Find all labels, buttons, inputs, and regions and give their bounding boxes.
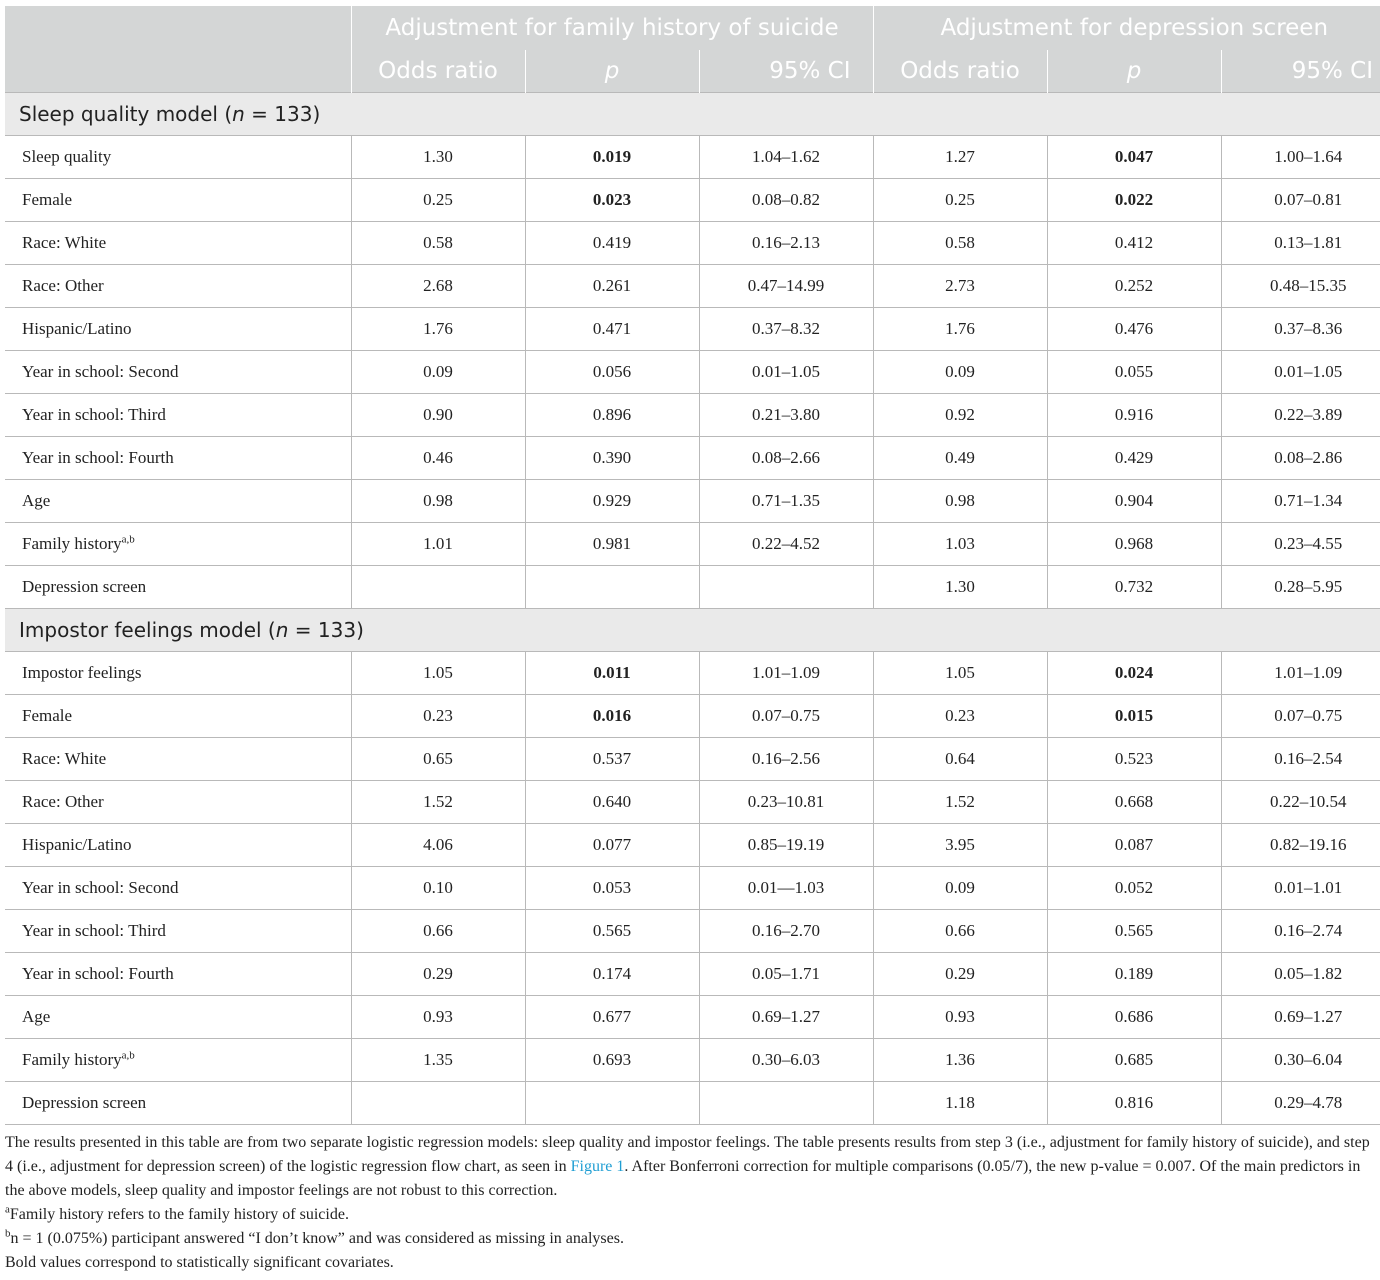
col-header-odds-ratio: Odds ratio [873, 50, 1047, 93]
row-label [5, 351, 351, 394]
table-cell: 0.49 [873, 437, 1047, 480]
row-label [5, 652, 351, 695]
row-label [5, 265, 351, 308]
table-cell: 0.58 [351, 222, 525, 265]
table-cell: 0.69–1.27 [1221, 996, 1380, 1039]
row-label-text: Race: White [22, 233, 107, 252]
footnote-b-text: n = 1 (0.075%) participant answered “I don’t know” and was considered as missing in analyses. [10, 1230, 624, 1247]
row-label-text: Sleep quality [22, 147, 112, 166]
table-cell: 0.13–1.81 [1221, 222, 1380, 265]
row-label [5, 910, 351, 953]
row-label-text: Female [22, 190, 73, 209]
table-cell: 0.93 [351, 996, 525, 1039]
table-row [5, 136, 1380, 179]
table-cell: 0.30–6.04 [1221, 1039, 1380, 1082]
table-cell: 0.64 [873, 738, 1047, 781]
table-row [5, 781, 1380, 824]
footnote-main-text-end: . After Bonferroni correction for multiple comparisons (0.05/7), the new p-value = 0.007. Of the main predictors in the above models, sleep quality and impostor feelings are not robust to this correction. [5, 1158, 1361, 1199]
row-label-text: Family history [22, 534, 122, 553]
table-cell: 0.816 [1047, 1082, 1221, 1125]
table-cell: 0.92 [873, 394, 1047, 437]
table-cell: 0.22–4.52 [699, 523, 873, 566]
table-cell: 0.09 [873, 351, 1047, 394]
table-cell: 0.019 [525, 136, 699, 179]
table-cell [699, 566, 873, 609]
table-cell: 0.640 [525, 781, 699, 824]
table-cell: 0.476 [1047, 308, 1221, 351]
table-cell: 0.968 [1047, 523, 1221, 566]
table-cell: 0.693 [525, 1039, 699, 1082]
row-label [5, 953, 351, 996]
table-cell: 0.46 [351, 437, 525, 480]
row-label-text: Hispanic/Latino [22, 319, 132, 338]
section-title-prefix: Impostor feelings model ( [19, 618, 276, 642]
row-label-text: Year in school: Third [22, 921, 166, 940]
section-title-n: n [275, 618, 289, 642]
table-cell: 0.28–5.95 [1221, 566, 1380, 609]
col-header-p: p [525, 50, 699, 93]
row-label [5, 308, 351, 351]
table-row [5, 1039, 1380, 1082]
row-label-text: Depression screen [22, 1093, 147, 1112]
table-row [5, 222, 1380, 265]
table-cell: 0.71–1.35 [699, 480, 873, 523]
header-row-groups [5, 6, 1380, 50]
table-cell: 0.85–19.19 [699, 824, 873, 867]
header-blank-cell [5, 50, 351, 93]
footnote-main-text: The results presented in this table are from two separate logistic regression models: sleep quality and impostor feelings. The table presents results from step 3 (i.e., adjustment for family history of suicide), and step 4 (i.e., adjustment for depression screen) of the logistic regression flow chart, as seen in [5, 1134, 1370, 1175]
table-row [5, 523, 1380, 566]
table-footnotes [5, 1131, 1373, 1275]
table-cell: 1.52 [873, 781, 1047, 824]
table-cell: 0.16–2.13 [699, 222, 873, 265]
table-row [5, 265, 1380, 308]
row-label [5, 1039, 351, 1082]
row-label [5, 695, 351, 738]
table-cell: 0.896 [525, 394, 699, 437]
row-label [5, 437, 351, 480]
row-label [5, 738, 351, 781]
table-row [5, 308, 1380, 351]
table-cell: 0.10 [351, 867, 525, 910]
table-cell: 0.47–14.99 [699, 265, 873, 308]
table-row [5, 738, 1380, 781]
header-blank-cell [5, 6, 351, 50]
table-cell [351, 1082, 525, 1125]
table-cell: 0.08–2.66 [699, 437, 873, 480]
row-label-text: Family history [22, 1050, 122, 1069]
row-label [5, 781, 351, 824]
table-cell: 1.00–1.64 [1221, 136, 1380, 179]
table-cell: 0.90 [351, 394, 525, 437]
row-label [5, 523, 351, 566]
table-cell [351, 566, 525, 609]
table-cell: 0.48–15.35 [1221, 265, 1380, 308]
row-label-text: Race: Other [22, 276, 104, 295]
table-cell: 0.015 [1047, 695, 1221, 738]
section-row [5, 609, 1380, 652]
table-cell: 0.523 [1047, 738, 1221, 781]
table-cell: 1.76 [351, 308, 525, 351]
row-label [5, 136, 351, 179]
table-cell: 0.047 [1047, 136, 1221, 179]
section-title-suffix: = 133) [244, 102, 321, 126]
row-label-text: Age [22, 491, 51, 510]
table-cell: 3.95 [873, 824, 1047, 867]
table-row [5, 996, 1380, 1039]
table-cell: 0.055 [1047, 351, 1221, 394]
table-cell: 0.419 [525, 222, 699, 265]
footnote-a-text: Family history refers to the family history of suicide. [9, 1206, 349, 1223]
table-cell: 0.022 [1047, 179, 1221, 222]
row-label [5, 867, 351, 910]
table-cell: 0.69–1.27 [699, 996, 873, 1039]
table-cell: 0.07–0.81 [1221, 179, 1380, 222]
table-cell: 0.174 [525, 953, 699, 996]
table-cell: 0.82–19.16 [1221, 824, 1380, 867]
table-cell: 0.71–1.34 [1221, 480, 1380, 523]
section-title [5, 93, 1380, 136]
table-cell: 0.685 [1047, 1039, 1221, 1082]
table-cell: 0.37–8.32 [699, 308, 873, 351]
table-cell: 0.22–10.54 [1221, 781, 1380, 824]
row-label [5, 179, 351, 222]
table-row [5, 566, 1380, 609]
section-row [5, 93, 1380, 136]
figure-1-link[interactable]: Figure 1 [570, 1158, 625, 1175]
table-cell: 1.76 [873, 308, 1047, 351]
table-cell [525, 566, 699, 609]
col-header-p: p [1047, 50, 1221, 93]
table-cell: 0.981 [525, 523, 699, 566]
table-cell: 0.732 [1047, 566, 1221, 609]
table-row [5, 867, 1380, 910]
table-row [5, 480, 1380, 523]
section-title [5, 609, 1380, 652]
section-title-prefix: Sleep quality model ( [19, 102, 233, 126]
table-cell: 0.052 [1047, 867, 1221, 910]
table-cell: 0.66 [351, 910, 525, 953]
footnote-a-mark: a [5, 1203, 10, 1216]
table-row [5, 437, 1380, 480]
table-cell: 1.03 [873, 523, 1047, 566]
table-cell: 0.66 [873, 910, 1047, 953]
row-label-text: Race: Other [22, 792, 104, 811]
table-cell: 0.07–0.75 [1221, 695, 1380, 738]
table-row [5, 1082, 1380, 1125]
table-cell: 1.05 [351, 652, 525, 695]
row-label [5, 996, 351, 1039]
table-cell: 1.36 [873, 1039, 1047, 1082]
table-cell: 1.30 [351, 136, 525, 179]
table-cell: 0.98 [873, 480, 1047, 523]
row-label [5, 566, 351, 609]
table-cell: 0.668 [1047, 781, 1221, 824]
table-row [5, 953, 1380, 996]
row-label-text: Depression screen [22, 577, 147, 596]
col-header-odds-ratio: Odds ratio [351, 50, 525, 93]
table-cell: 0.05–1.82 [1221, 953, 1380, 996]
table-cell: 0.01—1.03 [699, 867, 873, 910]
table-cell: 0.05–1.71 [699, 953, 873, 996]
group-header-depression-screen: Adjustment for depression screen [873, 6, 1380, 50]
row-label-text: Age [22, 1007, 51, 1026]
table-row [5, 695, 1380, 738]
table-cell: 0.29 [873, 953, 1047, 996]
table-row [5, 652, 1380, 695]
table-cell: 0.29–4.78 [1221, 1082, 1380, 1125]
table-cell: 0.09 [873, 867, 1047, 910]
table-cell: 0.23 [351, 695, 525, 738]
row-label-text: Year in school: Third [22, 405, 166, 424]
table-cell: 0.056 [525, 351, 699, 394]
table-cell: 0.22–3.89 [1221, 394, 1380, 437]
footnote-a [5, 1203, 1373, 1227]
results-table [5, 6, 1380, 1125]
table-cell: 1.52 [351, 781, 525, 824]
table-cell: 0.01–1.05 [1221, 351, 1380, 394]
table-cell: 0.23 [873, 695, 1047, 738]
table-cell: 0.16–2.56 [699, 738, 873, 781]
row-label [5, 1082, 351, 1125]
table-cell: 0.30–6.03 [699, 1039, 873, 1082]
table-cell: 0.37–8.36 [1221, 308, 1380, 351]
table-cell: 0.93 [873, 996, 1047, 1039]
row-label-text: Year in school: Fourth [22, 964, 174, 983]
table-cell: 0.01–1.01 [1221, 867, 1380, 910]
footnote-main [5, 1131, 1373, 1203]
row-label-text: Year in school: Fourth [22, 448, 174, 467]
table-cell: 1.01–1.09 [1221, 652, 1380, 695]
table-cell: 0.471 [525, 308, 699, 351]
table-cell [699, 1082, 873, 1125]
table-cell: 0.016 [525, 695, 699, 738]
row-label-superscript: a,b [121, 1049, 135, 1062]
row-label-text: Race: White [22, 749, 107, 768]
table-cell: 0.58 [873, 222, 1047, 265]
table-cell: 0.98 [351, 480, 525, 523]
table-cell: 0.23–10.81 [699, 781, 873, 824]
table-cell: 0.08–2.86 [1221, 437, 1380, 480]
table-cell: 1.27 [873, 136, 1047, 179]
row-label-text: Hispanic/Latino [22, 835, 132, 854]
table-cell: 0.252 [1047, 265, 1221, 308]
table-cell: 0.686 [1047, 996, 1221, 1039]
table-body [5, 93, 1380, 1125]
table-cell: 0.023 [525, 179, 699, 222]
footnote-b-mark: b [5, 1227, 11, 1240]
table-cell: 0.390 [525, 437, 699, 480]
table-cell: 0.412 [1047, 222, 1221, 265]
table-cell: 0.261 [525, 265, 699, 308]
table-cell: 0.21–3.80 [699, 394, 873, 437]
table-row [5, 824, 1380, 867]
table-cell: 0.16–2.74 [1221, 910, 1380, 953]
table-cell: 2.73 [873, 265, 1047, 308]
table-cell [525, 1082, 699, 1125]
group-header-family-history: Adjustment for family history of suicide [351, 6, 873, 50]
row-label [5, 824, 351, 867]
table-cell: 0.65 [351, 738, 525, 781]
table-cell: 0.011 [525, 652, 699, 695]
table-cell: 0.07–0.75 [699, 695, 873, 738]
footnote-bold-note: Bold values correspond to statistically significant covariates. [5, 1254, 394, 1271]
table-cell: 0.929 [525, 480, 699, 523]
row-label-superscript: a,b [121, 533, 135, 546]
table-cell: 0.537 [525, 738, 699, 781]
col-header-ci: 95% CI [1221, 50, 1380, 93]
table-cell: 1.18 [873, 1082, 1047, 1125]
col-header-ci: 95% CI [699, 50, 873, 93]
table-cell: 0.565 [525, 910, 699, 953]
table-cell: 0.29 [351, 953, 525, 996]
section-title-suffix: = 133) [288, 618, 364, 642]
row-label-text: Impostor feelings [22, 663, 142, 682]
table-cell: 0.16–2.70 [699, 910, 873, 953]
table-cell: 1.30 [873, 566, 1047, 609]
table-cell: 0.053 [525, 867, 699, 910]
table-row [5, 179, 1380, 222]
table-row [5, 394, 1380, 437]
table-cell: 0.08–0.82 [699, 179, 873, 222]
table-cell: 0.024 [1047, 652, 1221, 695]
table-cell: 0.25 [873, 179, 1047, 222]
table-cell: 0.677 [525, 996, 699, 1039]
row-label [5, 394, 351, 437]
table-cell: 0.087 [1047, 824, 1221, 867]
row-label-text: Year in school: Second [22, 878, 179, 897]
table-cell: 0.01–1.05 [699, 351, 873, 394]
footnote-b [5, 1227, 1373, 1251]
table-cell: 4.06 [351, 824, 525, 867]
row-label-text: Female [22, 706, 73, 725]
table-cell: 2.68 [351, 265, 525, 308]
table-cell: 0.09 [351, 351, 525, 394]
row-label [5, 222, 351, 265]
table-cell: 0.077 [525, 824, 699, 867]
table-cell: 1.05 [873, 652, 1047, 695]
table-cell: 0.189 [1047, 953, 1221, 996]
table-cell: 0.16–2.54 [1221, 738, 1380, 781]
section-title-n: n [232, 102, 245, 126]
table-cell: 0.916 [1047, 394, 1221, 437]
row-label [5, 480, 351, 523]
table-cell: 0.25 [351, 179, 525, 222]
row-label-text: Year in school: Second [22, 362, 179, 381]
table-cell: 1.01–1.09 [699, 652, 873, 695]
table-cell: 0.23–4.55 [1221, 523, 1380, 566]
table-cell: 0.429 [1047, 437, 1221, 480]
header-row-columns [5, 50, 1380, 93]
table-cell: 1.04–1.62 [699, 136, 873, 179]
table-cell: 1.01 [351, 523, 525, 566]
table-cell: 0.904 [1047, 480, 1221, 523]
table-cell: 1.35 [351, 1039, 525, 1082]
table-cell: 0.565 [1047, 910, 1221, 953]
table-row [5, 351, 1380, 394]
table-row [5, 910, 1380, 953]
